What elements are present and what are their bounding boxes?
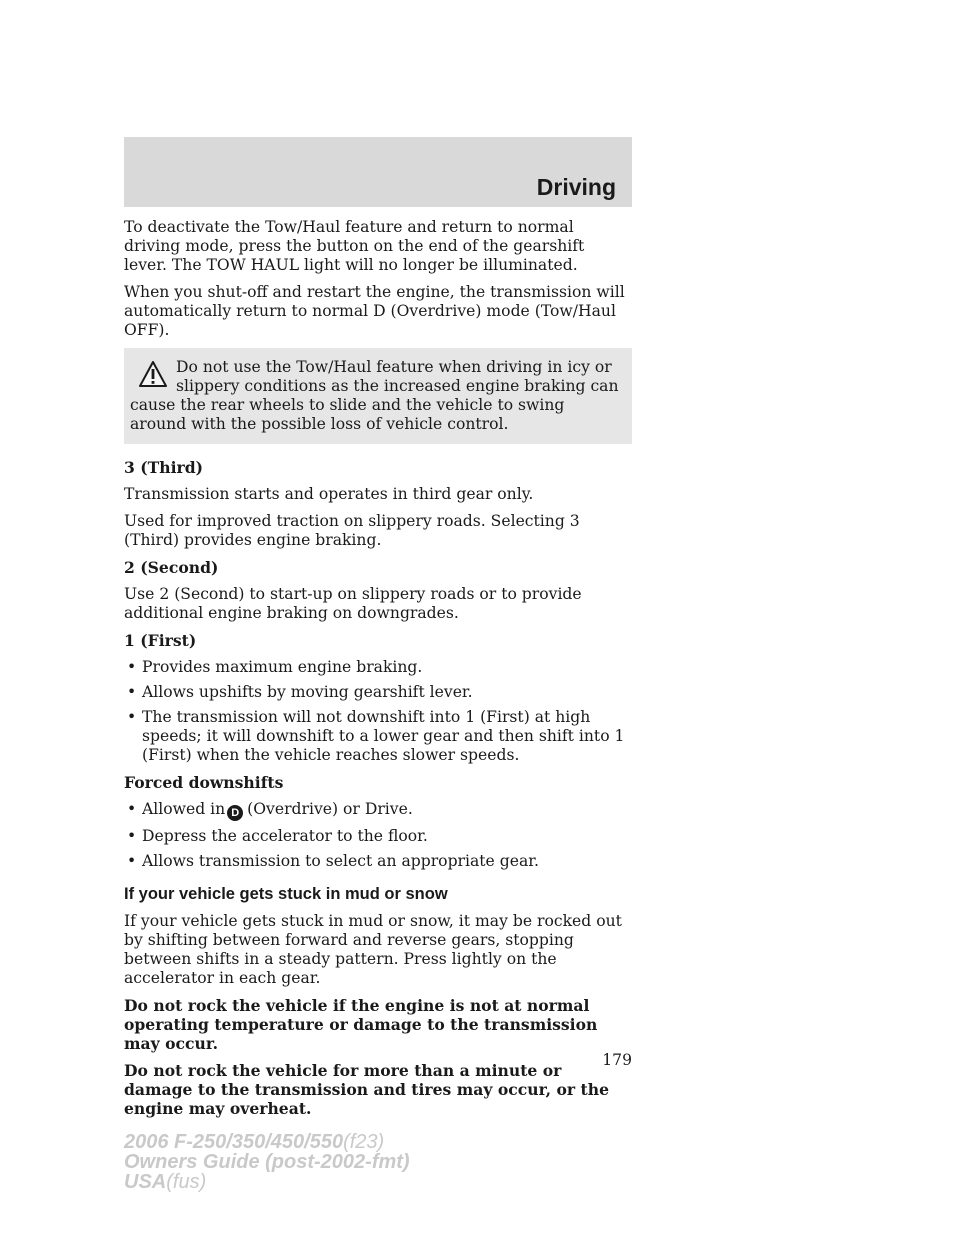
paragraph-restart: When you shut-off and restart the engine, the transmission will automatically return to normal D (Overdrive) mode (Tow/Haul OFF). xyxy=(124,283,625,339)
list-item xyxy=(124,800,632,821)
paragraph-third-2: Used for improved traction on slippery roads. Selecting 3 (Third) provides engine braking. xyxy=(124,512,580,549)
footer-line-3 xyxy=(124,1172,410,1192)
paragraph-stuck-1: If your vehicle gets stuck in mud or snow, it may be rocked out by shifting between forward and reverse gears, stopping between shifts in a steady pattern. Press lightly on the accelerator in each gear. xyxy=(124,912,622,987)
bullet-text-allowed: Allowed in xyxy=(142,800,226,818)
list-item: • The transmission will not downshift into 1 (First) at high speeds; it will downshift to a lower gear and then shift into 1 (First) when the vehicle reaches slower speeds. xyxy=(124,708,632,765)
heading-third: 3 (Third) xyxy=(124,458,204,477)
bullet-text-overdrive: (Overdrive) or Drive. xyxy=(247,800,413,818)
footer-market-code: (fus) xyxy=(166,1171,207,1193)
footer-line-2 xyxy=(124,1152,410,1172)
footer-model-code: (f23) xyxy=(343,1131,385,1153)
footer-guide: Owners Guide (post-2002-fmt) xyxy=(124,1151,410,1173)
section-title: Driving xyxy=(536,174,616,200)
warning-triangle-icon xyxy=(138,360,168,388)
heading-stuck: If your vehicle gets stuck in mud or snow xyxy=(124,885,448,903)
footer-market: USA xyxy=(124,1171,167,1193)
warning-box xyxy=(124,348,632,444)
first-gear-list xyxy=(124,658,632,765)
section-header xyxy=(124,137,632,207)
overdrive-d-icon: D xyxy=(227,805,243,821)
document-footer xyxy=(124,1132,410,1192)
page-content xyxy=(124,218,632,1126)
heading-second: 2 (Second) xyxy=(124,558,219,577)
forced-downshifts-list xyxy=(124,800,632,871)
warning-text: Do not use the Tow/Haul feature when driving in icy or slippery conditions as the increased engine braking can cause the rear wheels to slide and the vehicle to swing around with the possible loss of vehicle control. xyxy=(130,358,619,433)
footer-line-1 xyxy=(124,1132,410,1152)
page-number: 179 xyxy=(602,1051,632,1069)
paragraph-stuck-3: Do not rock the vehicle for more than a minute or damage to the transmission and tires may occur, or the engine may overheat. xyxy=(124,1061,610,1118)
paragraph-deactivate: To deactivate the Tow/Haul feature and return to normal driving mode, press the button on the end of the gearshift lever. The TOW HAUL light will no longer be illuminated. xyxy=(124,218,585,274)
footer-model: 2006 F-250/350/450/550 xyxy=(124,1131,344,1153)
list-item: • Allows upshifts by moving gearshift lever. xyxy=(124,683,632,702)
heading-forced-downshifts: Forced downshifts xyxy=(124,773,284,792)
list-item: • Provides maximum engine braking. xyxy=(124,658,632,677)
list-item: • Allows transmission to select an appropriate gear. xyxy=(124,852,632,871)
list-item: • Depress the accelerator to the floor. xyxy=(124,827,632,846)
heading-first: 1 (First) xyxy=(124,631,197,650)
paragraph-second-1: Use 2 (Second) to start-up on slippery roads or to provide additional engine braking on downgrades. xyxy=(124,585,582,622)
paragraph-stuck-2: Do not rock the vehicle if the engine is not at normal operating temperature or damage to the transmission may occur. xyxy=(124,996,598,1053)
paragraph-third-1: Transmission starts and operates in third gear only. xyxy=(124,485,534,503)
